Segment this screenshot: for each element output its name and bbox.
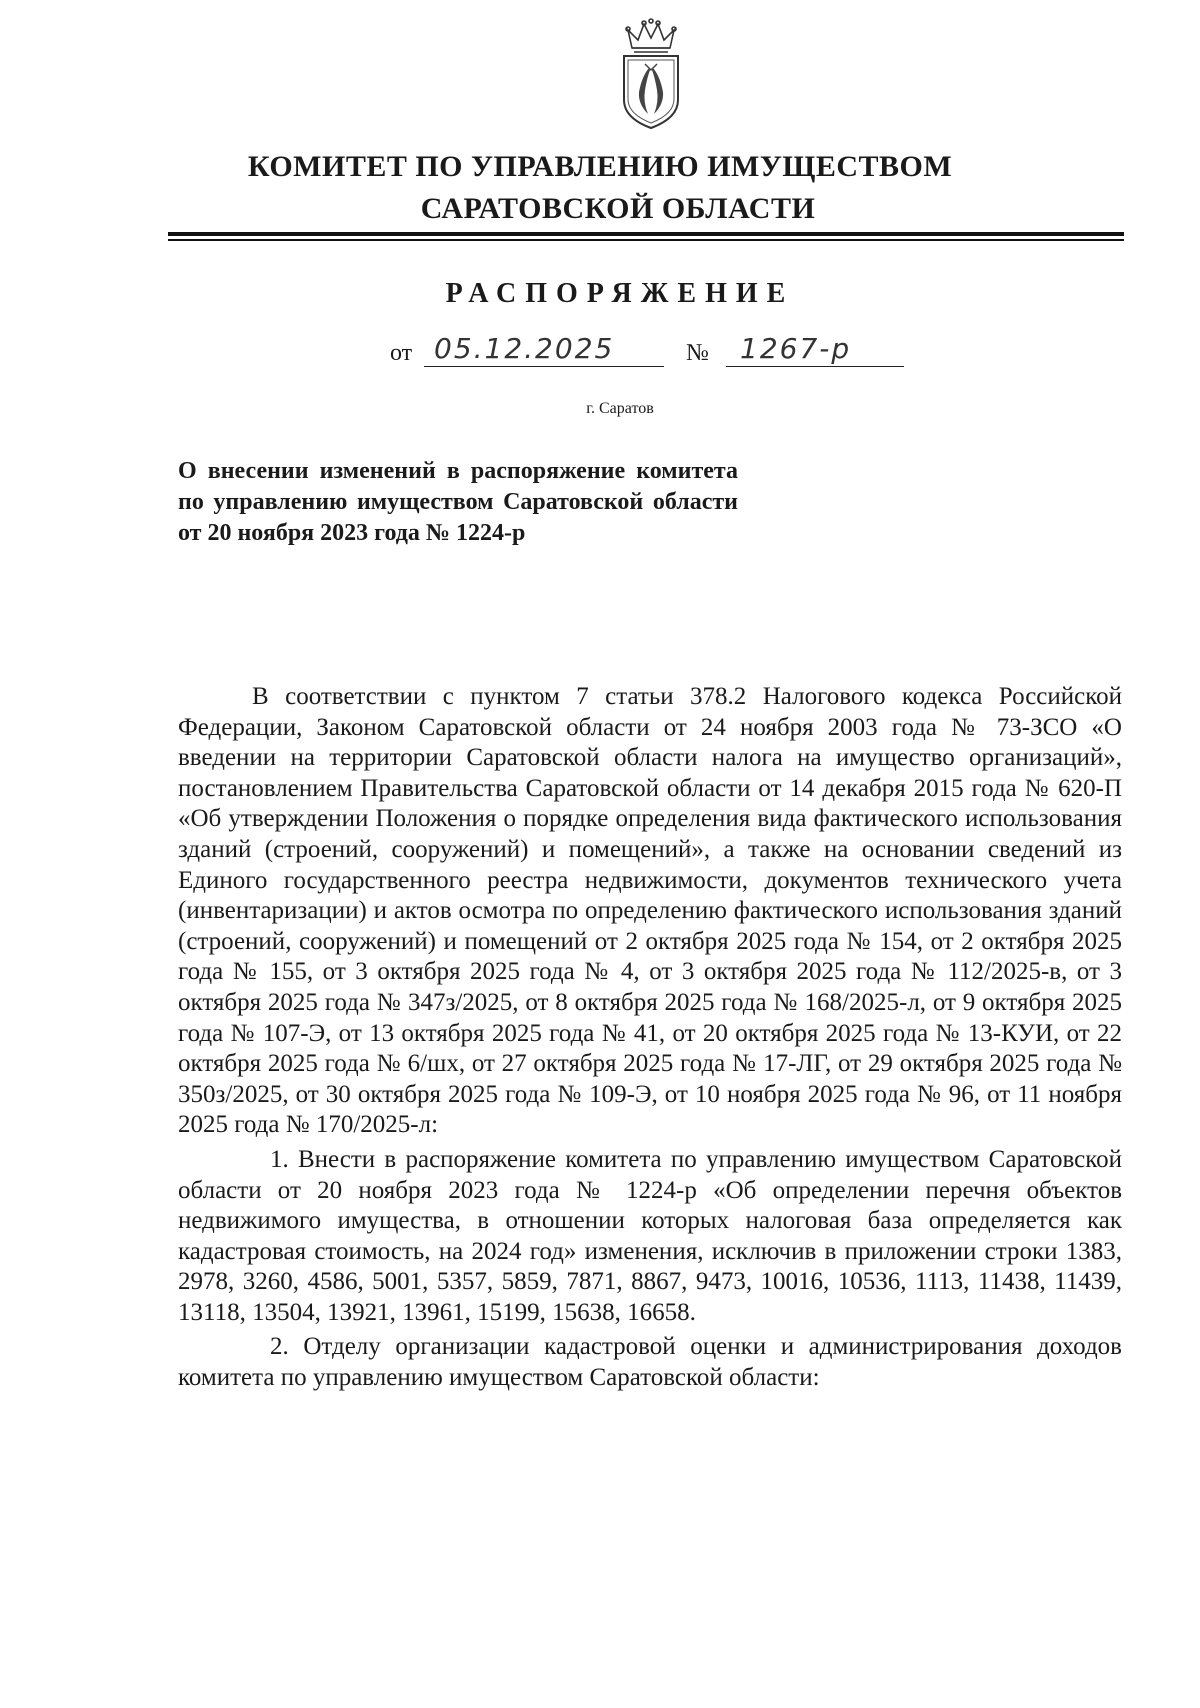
city-label: г. Саратов: [586, 400, 654, 417]
document-subject: О внесении изменений в распоряжение комитета по управлению имуществом Саратовской области от 20 ноября 2023 года № 1224-р: [178, 458, 738, 546]
preamble-paragraph: В соответствии с пунктом 7 статьи 378.2 Налогового кодекса Российской Федерации, Законом Саратовской области от 24 ноября 2003 года № 73-ЗСО «О введении на территории Саратовской области налога на имущество организаций», постановлением Правительства Саратовской области от 14 декабря 2015 года № 620-П «Об утверждении Положения о порядке определения вида фактического использования зданий (строений, сооружений) и помещений», а также на основании сведений из Единого государственного реестра недвижимости, документов технического учета (инвентаризации) и актов осмотра по определению фактического использования зданий (строений, сооружений) и помещений от 2 октября 2025 года № 154, от 2 октября 2025 года № 155, от 3 октября 2025 года № 4, от 3 октября 2025 года № 112/2025-в, от 3 октября 2025 года № 347з/2025, от 8 октября 2025 года № 168/2025-л, от 9 октября 2025 года № 107-Э, от 13 октября 2025 года № 41, от 20 октября 2025 года № 13-КУИ, от 22 октября 2025 года № 6/шх, от 27 октября 2025 года № 17-ЛГ, от 29 октября 2025 года № 350з/2025, от 30 октября 2025 года № 109-Э, от 10 ноября 2025 года № 96, от 11 ноября 2025 года № 170/2025-л:: [178, 683, 1122, 1139]
date-number-row: [390, 332, 930, 371]
header-divider-thin: [168, 239, 1124, 241]
date-underline: [424, 366, 664, 367]
document-body: [178, 682, 1122, 1394]
item-2-paragraph: 2. Отделу организации кадастровой оценки и администрирования доходов комитета по управлению имуществом Саратовской области:: [178, 1333, 1122, 1392]
organization-name-line-2: САРАТОВСКОЙ ОБЛАСТИ: [420, 192, 816, 225]
organization-name-line-1: КОМИТЕТ ПО УПРАВЛЕНИЮ ИМУЩЕСТВОМ: [247, 150, 953, 183]
header-divider-thick: [168, 232, 1124, 236]
number-underline: [726, 366, 904, 367]
handwritten-date: 05.12.2025: [434, 332, 615, 365]
item-1-paragraph: 1. Внести в распоряжение комитета по управлению имуществом Саратовской области от 20 ноября 2023 года № 1224-р «Об определении перечня объектов недвижимого имущества, в отношении которых налоговая база определяется как кадастровая стоимость, на 2024 год» изменения, исключив в приложении строки 1383, 2978, 3260, 4586, 5001, 5357, 5859, 7871, 8867, 9473, 10016, 10536, 1113, 11438, 11439, 13118, 13504, 13921, 13961, 15199, 15638, 16658.: [178, 1145, 1122, 1326]
number-prefix-label: №: [686, 340, 709, 366]
handwritten-number: 1267-р: [740, 332, 852, 365]
coat-of-arms-icon: [612, 18, 690, 130]
document-type-title: РАСПОРЯЖЕНИЕ: [445, 278, 795, 309]
date-prefix-label: от: [390, 340, 413, 366]
